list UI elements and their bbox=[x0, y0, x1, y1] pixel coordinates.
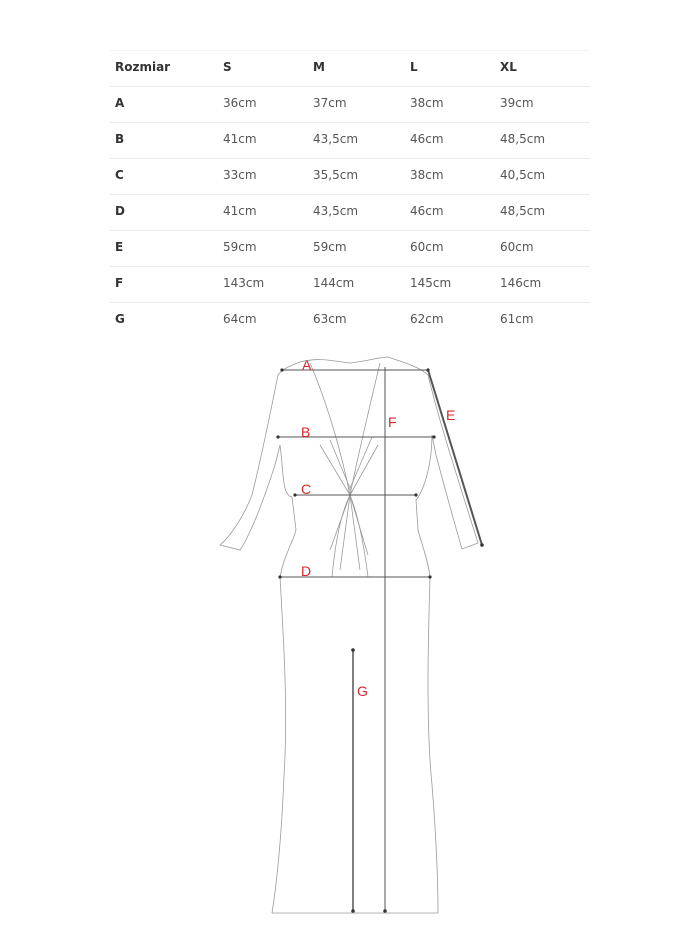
table-cell: 145cm bbox=[410, 276, 452, 290]
header-cell: XL bbox=[500, 60, 517, 74]
table-cell: 48,5cm bbox=[500, 132, 546, 146]
table-cell: 64cm bbox=[223, 312, 257, 326]
table-cell: 33cm bbox=[223, 168, 257, 182]
table-cell: 61cm bbox=[500, 312, 534, 326]
label-f: F bbox=[388, 414, 397, 430]
table-row bbox=[110, 122, 590, 158]
table-row bbox=[110, 302, 590, 338]
table-cell: 59cm bbox=[223, 240, 257, 254]
label-b: B bbox=[301, 424, 311, 440]
table-cell: 41cm bbox=[223, 204, 257, 218]
row-label: A bbox=[115, 96, 125, 110]
table-cell: 46cm bbox=[410, 132, 444, 146]
table-cell: 60cm bbox=[500, 240, 534, 254]
table-cell: 38cm bbox=[410, 96, 444, 110]
dress-outline bbox=[220, 357, 478, 913]
row-label: E bbox=[115, 240, 124, 254]
table-cell: 146cm bbox=[500, 276, 542, 290]
table-cell: 38cm bbox=[410, 168, 444, 182]
table-cell: 43,5cm bbox=[313, 132, 359, 146]
table-cell: 36cm bbox=[223, 96, 257, 110]
table-cell: 144cm bbox=[313, 276, 355, 290]
measure-lines bbox=[278, 367, 482, 911]
size-table bbox=[110, 50, 590, 338]
row-label: D bbox=[115, 204, 125, 218]
header-cell: S bbox=[223, 60, 232, 74]
line-e bbox=[428, 370, 482, 545]
label-c: C bbox=[301, 481, 312, 497]
header-cell: Rozmiar bbox=[115, 60, 171, 74]
table-cell: 43,5cm bbox=[313, 204, 359, 218]
table-cell: 35,5cm bbox=[313, 168, 359, 182]
table-cell: 62cm bbox=[410, 312, 444, 326]
table-cell: 40,5cm bbox=[500, 168, 546, 182]
label-a: A bbox=[302, 357, 312, 373]
label-g: G bbox=[357, 683, 368, 699]
table-cell: 143cm bbox=[223, 276, 265, 290]
label-e: E bbox=[446, 407, 456, 423]
header-cell: L bbox=[410, 60, 418, 74]
table-cell: 60cm bbox=[410, 240, 444, 254]
table-row bbox=[110, 86, 590, 122]
table-cell: 39cm bbox=[500, 96, 534, 110]
dress-measurement-diagram bbox=[200, 345, 500, 925]
table-cell: 46cm bbox=[410, 204, 444, 218]
table-row bbox=[110, 266, 590, 302]
row-label: G bbox=[115, 312, 125, 326]
table-row bbox=[110, 230, 590, 266]
table-cell: 63cm bbox=[313, 312, 347, 326]
table-cell: 37cm bbox=[313, 96, 347, 110]
table-header-row bbox=[110, 50, 590, 86]
table-row bbox=[110, 158, 590, 194]
table-cell: 41cm bbox=[223, 132, 257, 146]
table-row bbox=[110, 194, 590, 230]
header-cell: M bbox=[313, 60, 325, 74]
label-d: D bbox=[301, 563, 312, 579]
table-cell: 59cm bbox=[313, 240, 347, 254]
row-label: F bbox=[115, 276, 124, 290]
row-label: C bbox=[115, 168, 124, 182]
table-cell: 48,5cm bbox=[500, 204, 546, 218]
row-label: B bbox=[115, 132, 125, 146]
